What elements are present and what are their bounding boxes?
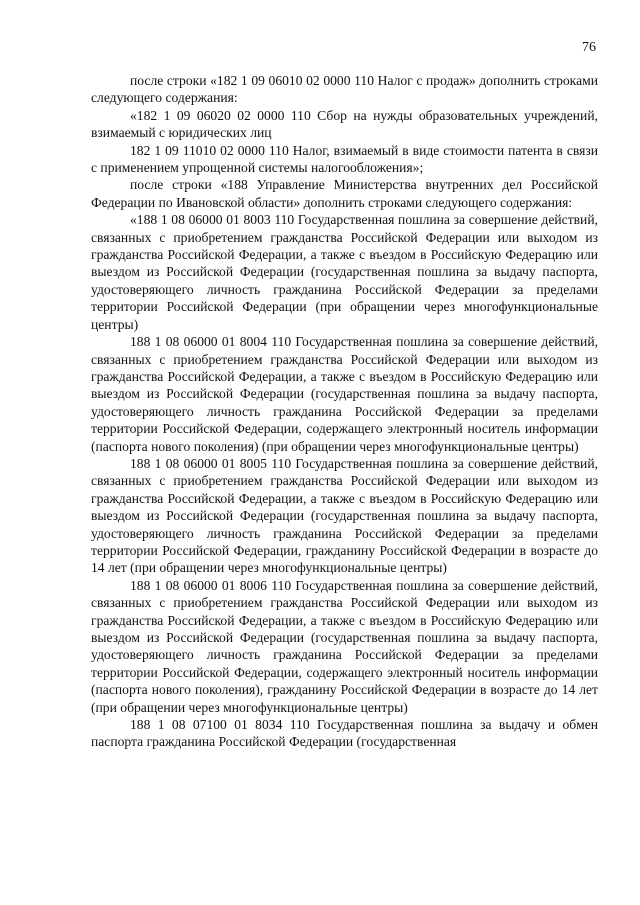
page-number: 76 [582,40,596,55]
paragraph-fee-8006: 188 1 08 06000 01 8006 110 Государственная пошлина за совершение действий, связанных с приобретением гражданства Российской Федерации или выходом из гражданства Российской Федерации, а также с въездом в Российскую Федерацию или выездом из Российской Федерации (государственная пошлина за выдачу паспорта, удостоверяющего личность гражданина Российской Федерации за пределами территории Российской Федерации, содержащего электронный носитель информации (паспорта нового поколения), гражданину Российской Федерации в возрасте до 14 лет (при обращении через многофункциональные центры) [91,577,598,715]
paragraph-patent-tax: 182 1 09 11010 02 0000 110 Налог, взимаемый в виде стоимости патента в связи с применением упрощенной системы налогообложения»; [91,142,598,176]
document-body [91,72,598,751]
paragraph-fee-8034: 188 1 08 07100 01 8034 110 Государственная пошлина за выдачу и обмен паспорта гражданина Российской Федерации (государственная [91,717,598,750]
paragraph-fee-8004: 188 1 08 06000 01 8004 110 Государственная пошлина за совершение действий, связанных с приобретением гражданства Российской Федерации или выходом из гражданства Российской Федерации, а также с въездом в Российскую Федерацию или выездом из Российской Федерации (государственная пошлина за выдачу паспорта, удостоверяющего личность гражданина Российской Федерации за пределами территории Российской Федерации, содержащего электронный носитель информации (паспорта нового поколения) (при обращении через многофункциональные центры) [91,334,598,454]
paragraph-fee-8003: «188 1 08 06000 01 8003 110 Государственная пошлина за совершение действий, связанных с приобретением гражданства Российской Федерации или выходом из гражданства Российской Федерации, а также с въездом в Российскую Федерацию или выездом из Российской Федерации (государственная пошлина за выдачу паспорта, удостоверяющего личность гражданина Российской Федерации за пределами территории Российской Федерации (при обращении через многофункциональные центры) [91,212,598,332]
paragraph-fee-8005: 188 1 08 06000 01 8005 110 Государственная пошлина за совершение действий, связанных с приобретением гражданства Российской Федерации или выходом из гражданства Российской Федерации, а также с въездом в Российскую Федерацию или выездом из Российской Федерации (государственная пошлина за выдачу паспорта, удостоверяющего личность гражданина Российской Федерации за пределами территории Российской Федерации, гражданину Российской Федерации в возрасте до 14 лет (при обращении через многофункциональные центры) [91,455,598,576]
paragraph-intro-sales-tax: после строки «182 1 09 06010 02 0000 110 Налог с продаж» дополнить строками следующего содержания: [91,73,598,106]
paragraph-education-fee: «182 1 09 06020 02 0000 110 Сбор на нужды образовательных учреждений, взимаемый с юридических лиц [91,107,598,141]
paragraph-intro-interior-ministry: после строки «188 Управление Министерства внутренних дел Российской Федерации по Ивановской области» дополнить строками следующего содержания: [91,177,598,210]
